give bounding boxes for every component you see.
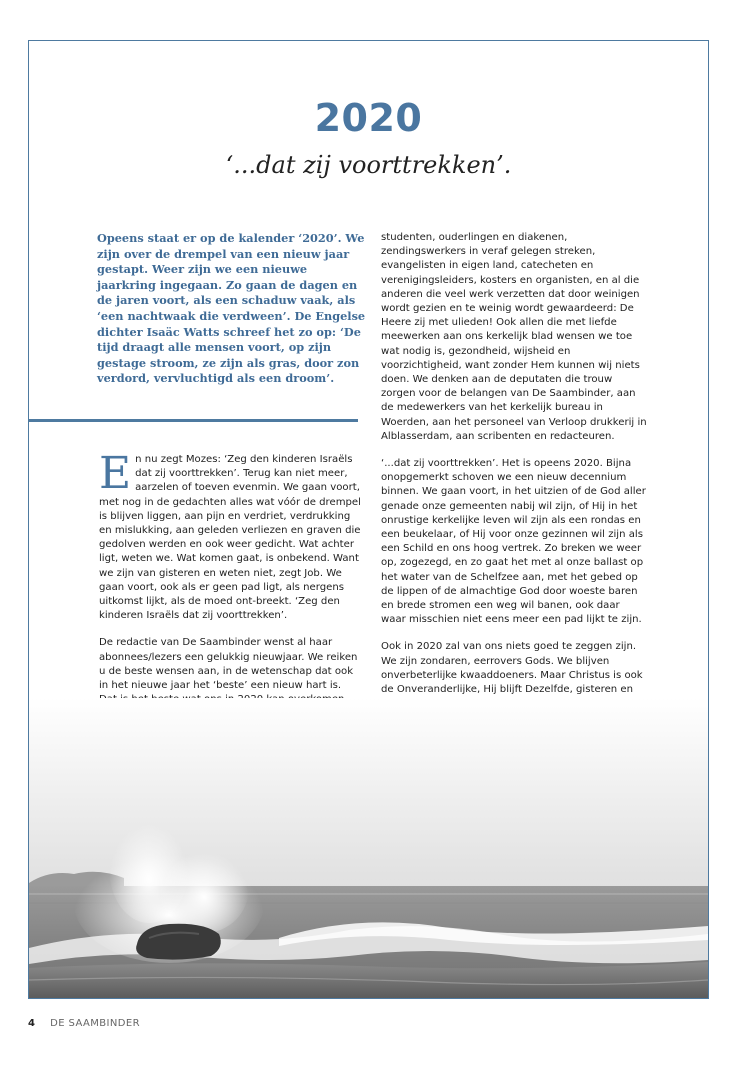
intro-text <box>97 231 367 387</box>
right-paragraph-3: Ook in 2020 zal van ons niets goed te zeggen zijn. We zijn zondaren, eerrovers Gods. We blijven onverbeterlijke kwaaddoeners. Maar Christus is ook de Onveranderlijke, Hij blijft Dezelfde, gisteren en <box>381 641 643 696</box>
intro-divider <box>29 419 358 422</box>
intro-paragraph: Opeens staat er op de kalender ‘2020’. We zijn over de drempel van een nieuw jaar gestapt. Weer zijn we een nieuwe jaarkring ingegaan. Zo gaan de dagen en de jaren voort, als een schaduw vaak, als ‘een nachtwaak die verdween’. De Engelse dichter Isaäc Watts schreef het zo op: ‘De tijd draagt alle mensen voort, op zijn gestage stroom, ze zijn als gras, door zon verdord, vervluchtigd als een droom’. <box>97 231 366 386</box>
drop-cap: E <box>99 448 132 499</box>
left-paragraph-1-text: n nu zegt Mozes: ‘Zeg den kinderen Israëls dat zij voorttrekken’. Terug kan niet meer, aarzelen of toeven evenmin. We gaan voort, met nog in de gedachten alles wat vóór de drempel is blijven liggen, aan pijn en verdriet, verdrukking en mislukking, aan geleden verliezen en graven die gedolven werden en ook weer gedicht. Wat achter ligt, weten we. Wat komen gaat, is onbekend. Want we zijn van gisteren en weten niet, zegt Job. We gaan voort, ook als er geen pad ligt, als nergens uitkomst lijkt, als de moed ont-breekt. ‘Zeg den kinderen Israëls dat zij voorttrekken’. <box>99 454 361 622</box>
page-number: 4 <box>28 1018 35 1029</box>
left-paragraph-1 <box>99 448 361 623</box>
left-paragraph-2: De redactie van De Saambinder wenst al haar abonnees/lezers een gelukkig nieuwjaar. We reiken u de beste wensen aan, in de wetenschap dat ook in het nieuwe jaar het ‘beste’ een nieuw hart is. <box>99 637 358 692</box>
right-column <box>381 231 647 766</box>
page-subtitle: ‘...dat zij voorttrekken’. <box>225 151 512 179</box>
sea-wave-illustration <box>29 698 708 998</box>
right-paragraph-1: studenten, ouderlingen en diakenen, zendingswerkers in veraf gelegen streken, evangelisten in eigen land, catecheten en verenigingsleiders, kosters en organisten, en al die anderen die veel werk verzetten dat door weinigen wordt gezien en te weinig wordt gewaardeerd: De Heere zij met ulieden! Ook allen die met liefde meewerken aan ons kerkelijk blad wensen we toe wat nodig is, gezondheid, wijsheid en voorzichtigheid, want zonder Hem kunnen wij niets doen. We denken aan de deputaten die trouw zorgen voor de belangen van De Saambinder, aan de medewerkers van het kerkelijk bureau in Woerden, aan het personeel van Verloop drukkerij in Alblasserdam, aan scribenten en redacteuren. <box>381 232 647 442</box>
page-footer <box>28 1018 140 1029</box>
publication-name: DE SAAMBINDER <box>50 1018 140 1029</box>
sea-wave-photo <box>29 698 708 998</box>
page-title: 2020 <box>314 96 423 140</box>
right-paragraph-2: ‘...dat zij voorttrekken’. Het is opeens 2020. Bijna onopgemerkt schoven we een nieuw decennium binnen. We gaan voort, in het uitzien of de God aller genade onze gemeenten nabij wil zijn, of Hij in het onrustige kerkelijke leven wil zijn als een rondas en een beukelaar, of Hij voor onze gezinnen wil zijn als een Schild en ons hoog vertrek. Zo breken we weer op, zogezegd, en zo gaat het met al onze ballast op het water van de Schelfzee aan, met het gebed op de lippen of de almachtige God door woeste baren en brede stromen een weg wil banen, ook daar waar misschien niet eens meer een pad lijkt te zijn. <box>381 458 646 626</box>
article-frame <box>28 40 709 999</box>
